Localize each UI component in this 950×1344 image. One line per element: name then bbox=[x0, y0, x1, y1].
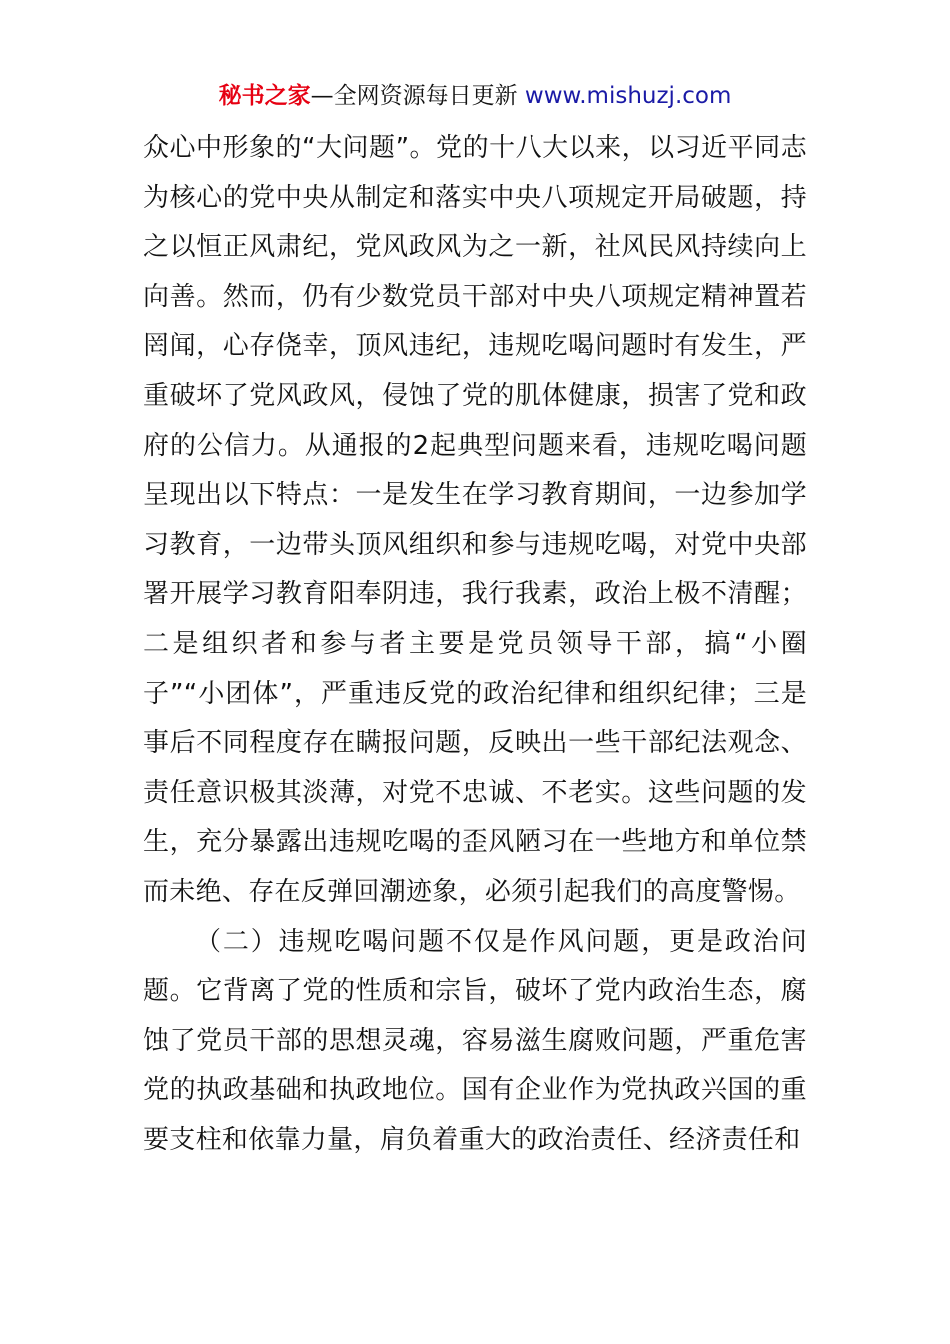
paragraph-continued: 众心中形象的“大问题”。党的十八大以来，以习近平同志为核心的党中央从制定和落实中央八项规定开局破题，持之以恒正风肃纪，党风政风为之一新，社风民风持续向上向善。然而，仍有少数党员干部对中央八项规定精神置若罔闻，心存侥幸，顶风违纪，违规吃喝问题时有发生，严重破坏了党风政风，侵蚀了党的肌体健康，损害了党和政府的公信力。从通报的2起典型问题来看，违规吃喝问题呈现出以下特点：一是发生在学习教育期间，一边参加学习教育，一边带头顶风组织和参与违规吃喝，对党中央部署开展学习教育阳奉阴违，我行我素，政治上极不清醒；二是组织者和参与者主要是党员领导干部，搞“小圈子”“小团体”，严重违反党的政治纪律和组织纪律；三是事后不同程度存在瞒报问题，反映出一些干部纪法观念、责任意识极其淡薄，对党不忠诚、不老实。这些问题的发生，充分暴露出违规吃喝的歪风陋习在一些地方和单位禁而未绝、存在反弹回潮迹象，必须引起我们的高度警惕。 bbox=[143, 133, 807, 907]
document-body bbox=[143, 124, 807, 1165]
paragraph-section-two: （二）违规吃喝问题不仅是作风问题，更是政治问题。它背离了党的性质和宗旨，破坏了党内政治生态，腐蚀了党员干部的思想灵魂，容易滋生腐败问题，严重危害党的执政基础和执政地位。国有企业作为党执政兴国的重要支柱和依靠力量，肩负着重大的政治责任、经济责任和 bbox=[143, 926, 807, 1155]
header-brand: 秘书之家 bbox=[218, 83, 311, 109]
header-slogan: —全网资源每日更新 bbox=[310, 83, 518, 109]
page-header bbox=[0, 80, 950, 112]
header-url-link[interactable]: www.mishuzj.com bbox=[524, 83, 732, 109]
